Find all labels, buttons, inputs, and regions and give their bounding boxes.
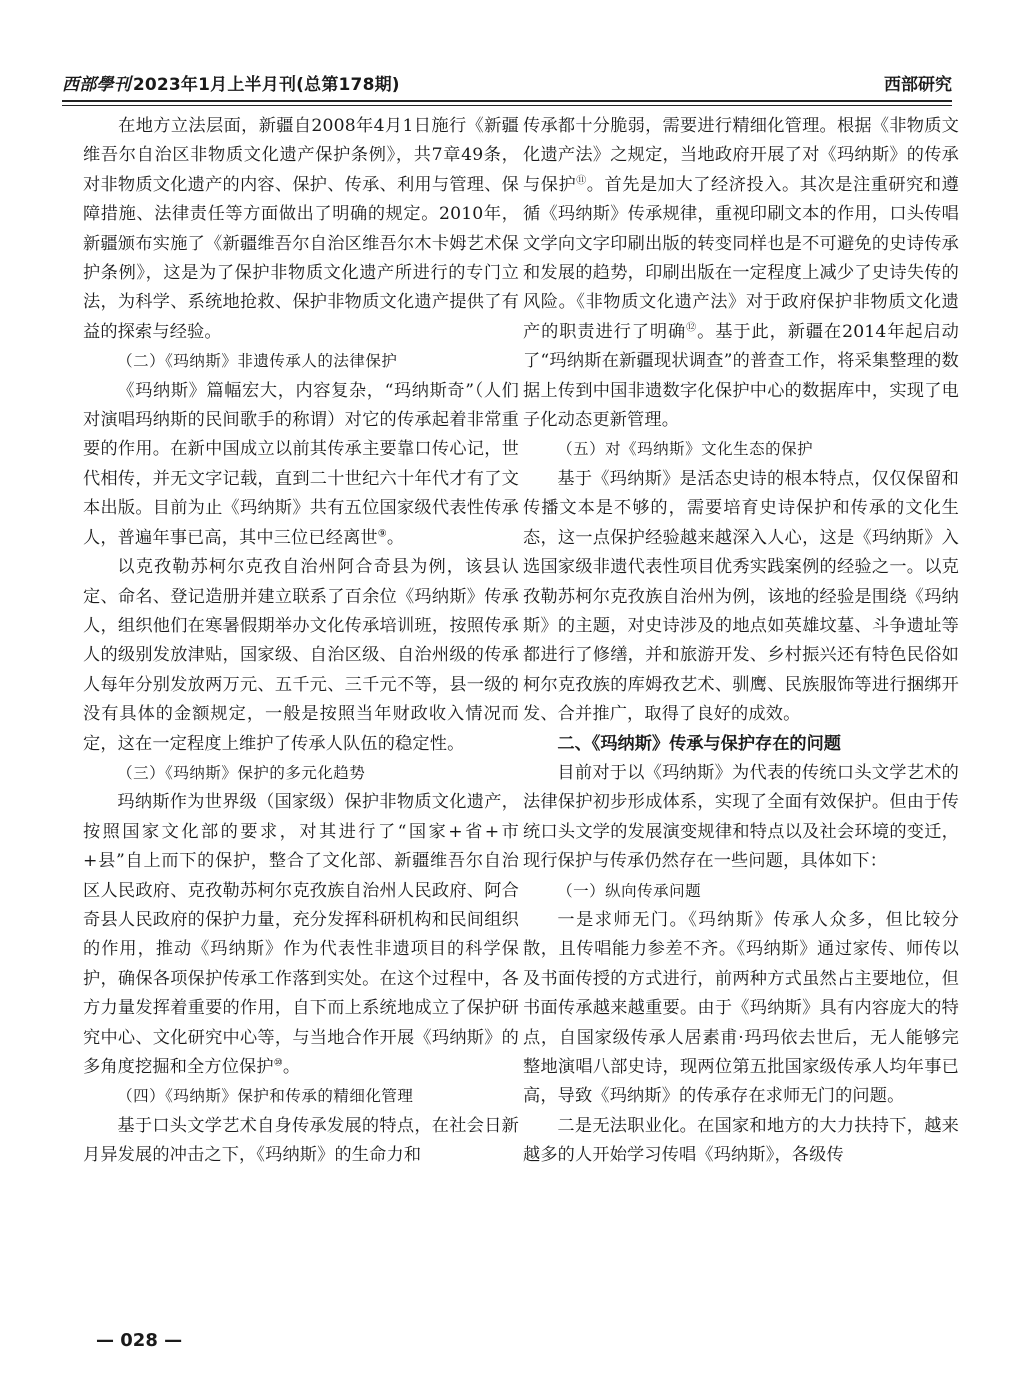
paragraph-text: 《玛纳斯》篇幅宏大，内容复杂，“玛纳斯奇”（人们对演唱玛纳斯的民间歌手的称谓）对它的传承起着非常重要的作用。在新中国成立以前其传承主要靠口传心记，世代相传，并无文字记载，直到二十世纪六十年代才有了文本出版。目前为止《玛纳斯》共有五位国家级代表性传承人，普遍年事已高，其中三位已经离世: [83, 380, 519, 548]
paragraph-text: 以克孜勒苏柯尔克孜自治州阿合奇县为例，该县认定、命名、登记造册并建立联系了百余位《玛纳斯》传承人，组织他们在寒暑假期举办文化传承培训班，按照传承人的级别发放津贴，国家级、自治区级、自治州级的传承人每年分别发放两万元、五千元、三千元不等，县一级的没有具体的金额规定，一般是按照当年财政收入情况而定，这在一定程度上维护了传承人队伍的稳定性。: [83, 557, 519, 754]
header-rule-thick: [62, 100, 952, 102]
page-number: — 028 —: [96, 1330, 183, 1351]
paragraph-text: 。: [386, 527, 405, 548]
running-header: [62, 60, 952, 100]
paragraph: [523, 112, 959, 435]
paragraph-text: 。基于此，新疆在2014年起启动了“玛纳斯在新疆现状调查”的普查工作，将采集整理的数据上传到中国非遗数字化保护中心的数据库中，实现了电子化动态更新管理。: [523, 321, 959, 431]
section-heading: [83, 759, 519, 788]
paragraph-text: 在地方立法层面，新疆自2008年4月1日施行《新疆维吾尔自治区非物质文化遗产保护条例》，共7章49条，对非物质文化遗产的内容、保护、传承、利用与管理、保障措施、法律责任等方面做出了明确的规定。2010年，新疆颁布实施了《新疆维吾尔自治区维吾尔木卡姆艺术保护条例》，这是为了保护非物质文化遗产所进行的专门立法，为科学、系统地抢救、保护非物质文化遗产提供了有益的探索与经验。: [83, 116, 519, 342]
paragraph-text: 基于口头文学艺术自身传承发展的特点，在社会日新月异发展的冲击之下，《玛纳斯》的生命力和: [83, 1115, 519, 1166]
section-heading: [83, 1082, 519, 1111]
paragraph: [83, 377, 519, 553]
section-title: 西部研究: [884, 75, 952, 95]
paragraph: [83, 1112, 519, 1171]
issue-label: 2023年1月上半月刊(总第178期): [132, 75, 400, 95]
paragraph: [523, 465, 959, 730]
paragraph: [83, 553, 519, 759]
paragraph: [83, 112, 519, 347]
paragraph-text: 传承都十分脆弱，需要进行精细化管理。根据《非物质文化遗产法》之规定，当地政府开展了对《玛纳斯》的传承与保护: [523, 116, 959, 195]
paragraph-text: 二是无法职业化。在国家和地方的大力扶持下，越来越多的人开始学习传唱《玛纳斯》，各级传: [523, 1115, 959, 1166]
header-rule-thin: [62, 105, 952, 106]
footnote-ref: ⑫: [686, 322, 698, 334]
paragraph: [523, 759, 959, 877]
section-heading: [523, 435, 959, 464]
journal-logo: 西部學刊: [62, 75, 131, 95]
paragraph: [83, 788, 519, 1082]
paragraph-text: 。: [282, 1057, 301, 1077]
right-column: [523, 112, 959, 1322]
paragraph-text: 玛纳斯作为世界级（国家级）保护非物质文化遗产，按照国家文化部的要求，对其进行了“国家+省+市+县”自上而下的保护，整合了文化部、新疆维吾尔自治区人民政府、克孜勒苏柯尔克孜族自治州人民政府、阿合奇县人民政府的保护力量，充分发挥科研机构和民间组织的作用，推动《玛纳斯》作为代表性非遗项目的科学保护，确保各项保护传承工作落到实处。在这个过程中，各方力量发挥着重要的作用，自下而上系统地成立了保护研究中心、文化研究中心等，与当地合作开展《玛纳斯》的多角度挖掘和全方位保护: [83, 792, 519, 1077]
journal-issue: [62, 70, 400, 95]
paragraph-text: （一）纵向传承问题: [557, 881, 702, 900]
section-heading: [83, 347, 519, 376]
paragraph: [523, 906, 959, 1112]
paragraph-text: （二）《玛纳斯》非遗传承人的法律保护: [117, 352, 398, 371]
footnote-ref: ⑩: [273, 1057, 283, 1069]
paragraph-text: 一是求师无门。《玛纳斯》传承人众多，但比较分散，且传唱能力参差不齐。《玛纳斯》通过家传、师传以及书面传授的方式进行，前两种方式虽然占主要地位，但书面传承越来越重要。由于《玛纳斯》具有内容庞大的特点，自国家级传承人居素甫·玛玛依去世后，无人能够完整地演唱八部史诗，现两位第五批国家级传承人均年事已高，导致《玛纳斯》的传承存在求师无门的问题。: [523, 909, 959, 1107]
paragraph-text: 基于《玛纳斯》是活态史诗的根本特点，仅仅保留和传播文本是不够的，需要培育史诗保护和传承的文化生态，这一点保护经验越来越深入人心，这是《玛纳斯》入选国家级非遗代表性项目优秀实践案例的经验之一。以克孜勒苏柯尔克孜族自治州为例，该地的经验是围绕《玛纳斯》的主题，对史诗涉及的地点如英雄坟墓、斗争遗址等都进行了修缮，并和旅游开发、乡村振兴还有特色民俗如柯尔克孜族的库姆孜艺术、驯鹰、民族服饰等进行捆绑开发、合并推广，取得了良好的成效。: [523, 468, 959, 725]
paragraph-text: （四）《玛纳斯》保护和传承的精细化管理: [117, 1087, 414, 1106]
paragraph-text: （五）对《玛纳斯》文化生态的保护: [557, 440, 814, 459]
footnote-ref: ⑨: [377, 527, 387, 539]
paragraph-text: 二、《玛纳斯》传承与保护存在的问题: [557, 733, 841, 754]
section-heading: [523, 730, 959, 759]
paragraph-text: （三）《玛纳斯》保护的多元化趋势: [117, 763, 366, 782]
paragraph-text: 。首先是加大了经济投入。其次是注重研究和遵循《玛纳斯》传承规律，重视印刷文本的作用，口头传唱文学向文字印刷出版的转变同样也是不可避免的史诗传承和发展的趋势，印刷出版在一定程度上减少了史诗失传的风险。《非物质文化遗产法》对于政府保护非物质文化遗产的职责进行了明确: [523, 174, 959, 342]
footnote-ref: ⑪: [576, 175, 587, 187]
left-column: [83, 112, 519, 1322]
paragraph: [523, 1112, 959, 1171]
paragraph-text: 目前对于以《玛纳斯》为代表的传统口头文学艺术的法律保护初步形成体系，实现了全面有效保护。但由于传统口头文学的发展演变规律和特点以及社会环境的变迁，现行保护与传承仍然存在一些问题，具体如下：: [523, 762, 959, 872]
section-heading: [523, 877, 959, 906]
